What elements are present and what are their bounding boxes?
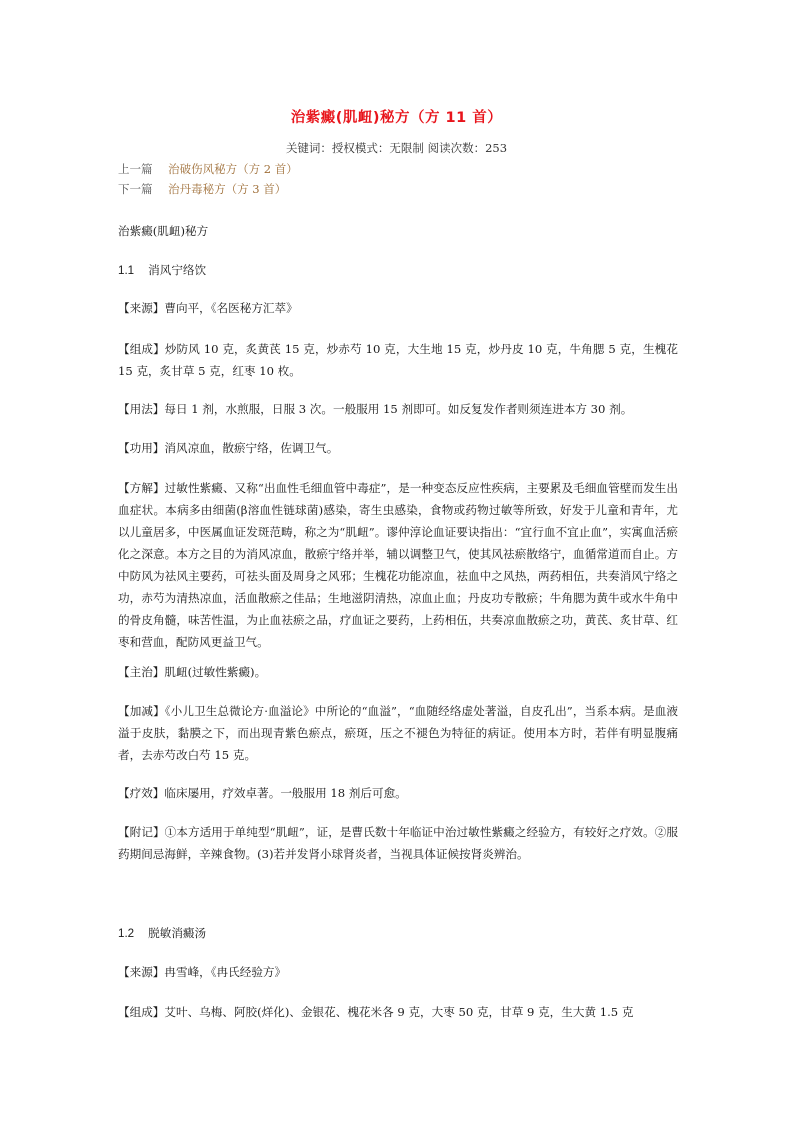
usage-paragraph: 【用法】每日 1 剂，水煎服，日服 3 次。一般服用 15 剂即可。如反复发作者则须连进本方 30 剂。 <box>118 402 633 416</box>
notes-paragraph: 【附记】①本方适用于单纯型“肌衄”，证，是曹氏数十年临证中治过敏性紫癜之经验方，有较好之疗效。②服药期间忌海鲜，辛辣食物。(3)若并发肾小球肾炎者，当视具体证候按肾炎辨治。 <box>118 825 678 861</box>
article-heading: 治紫癜(肌衄)秘方 <box>118 224 209 238</box>
source-paragraph: 【来源】冉雪峰，《冉氏经验方》 <box>118 965 287 979</box>
section-name: 脱敏消癜汤 <box>148 926 207 940</box>
section-name: 消风宁络饮 <box>148 263 207 277</box>
composition-paragraph: 【组成】炒防风 10 克，炙黄芪 15 克，炒赤芍 10 克，大生地 15 克，炒丹皮 10 克，牛角腮 5 克，生槐花 15 克，炙甘草 5 克，红枣 10 枚。 <box>118 342 678 378</box>
explanation-paragraph: 【方解】过敏性紫癜、又称“出血性毛细血管中毒症”，是一种变态反应性疾病，主要累及毛细血管壁而发生出血症状。本病多由细菌(β溶血性链球菌)感染，寄生虫感染，食物或药物过敏等所致，好发于儿童和青年，尤以儿童居多，中医属血证发斑范畴，称之为“肌衄”。谬仲淳论血证要诀指出：“宜行血不宜止血”，实寓血活瘀化之深意。本方之目的为消风凉血，散瘀宁络并举，辅以调整卫气，使其风祛瘀散络宁，血循常道而自止。方中防风为祛风主要药，可祛头面及周身之风邪；生槐花功能凉血，祛血中之风热，两药相伍，共奏消风宁络之功，赤芍为清热凉血，活血散瘀之佳品；生地滋阴清热，凉血止血；丹皮功专散瘀；牛角腮为黄牛或水牛角中的骨皮角髓，味苦性温，为止血祛瘀之品，疗血证之要药，上药相伍，共奏凉血散瘀之功，黄芪、炙甘草、红枣和营血，配防风更益卫气。 <box>118 481 678 649</box>
section-title <box>118 922 678 945</box>
section-title <box>118 259 678 282</box>
next-article-link[interactable]: 治丹毒秘方（方 3 首） <box>168 182 287 196</box>
page-title: 治紫癜(肌衄)秘方（方 11 首） <box>290 110 503 126</box>
function-paragraph: 【功用】消风凉血，散瘀宁络，佐调卫气。 <box>118 441 339 455</box>
efficacy-paragraph: 【疗效】临床屡用，疗效卓著。一般服用 18 剂后可愈。 <box>118 786 407 800</box>
source-paragraph: 【来源】曹向平，《名医秘方汇萃》 <box>118 301 298 315</box>
prev-article-link[interactable]: 治破伤风秘方（方 2 首） <box>168 162 298 176</box>
next-label: 下一篇 <box>118 182 153 196</box>
prev-label: 上一篇 <box>118 162 153 176</box>
modification-paragraph: 【加减】《小儿卫生总微论方·血溢论》中所论的“血溢”，“血随经络虚处著溢，自皮孔出”，当系本病。是血液溢于皮肤，黏膜之下，而出现青紫色瘀点，瘀斑，压之不褪色为特征的病证。使用本方时，若伴有明显腹痛者，去赤芍改白芍 15 克。 <box>118 704 678 762</box>
section-number: 1.1 <box>118 264 135 277</box>
next-article-nav <box>118 181 286 197</box>
article-meta: 关键词：授权模式：无限制 阅读次数：253 <box>285 141 508 155</box>
section-number: 1.2 <box>118 927 135 940</box>
prev-article-nav <box>118 161 298 177</box>
indication-paragraph: 【主治】肌衄(过敏性紫癜)。 <box>118 665 267 679</box>
composition-paragraph: 【组成】艾叶、乌梅、阿胶(烊化)、金银花、槐花米各 9 克，大枣 50 克，甘草 9 克，生大黄 1.5 克 <box>118 1005 634 1019</box>
